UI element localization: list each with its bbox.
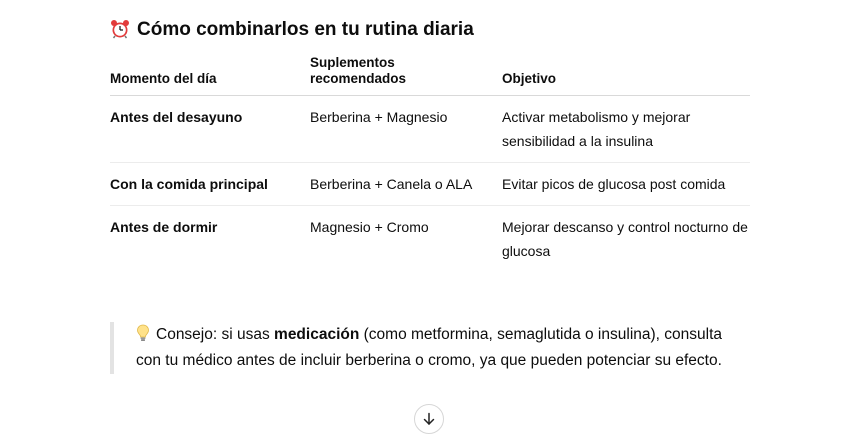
table-row [110, 96, 750, 163]
cell-moment: Antes de dormir [110, 219, 218, 235]
cell-objective: Evitar picos de glucosa post comida [502, 163, 750, 206]
header-objective: Objetivo [502, 55, 750, 96]
tip-callout [110, 322, 750, 374]
lightbulb-icon [136, 324, 150, 342]
tip-emphasis: medicación [274, 326, 360, 343]
cell-objective: Activar metabolismo y mejorar sensibilidad a la insulina [502, 96, 750, 163]
alarm-clock-icon [110, 19, 130, 39]
scroll-down-button[interactable] [414, 404, 444, 434]
arrow-down-icon [422, 412, 436, 426]
table-header-row [110, 55, 750, 96]
cell-supplements: Berberina + Canela o ALA [310, 163, 502, 206]
section-title-text: Cómo combinarlos en tu rutina diaria [137, 19, 474, 40]
routine-table [110, 55, 750, 272]
table-row [110, 206, 750, 273]
tip-prefix: Consejo: si usas [156, 326, 275, 343]
header-supplements: Suplementos recomendados [310, 55, 502, 96]
cell-objective: Mejorar descanso y control nocturno de glucosa [502, 219, 748, 259]
cell-moment: Con la comida principal [110, 163, 310, 206]
header-moment: Momento del día [110, 55, 310, 96]
cell-supplements: Berberina + Magnesio [310, 96, 502, 163]
cell-supplements: Magnesio + Cromo [310, 219, 429, 235]
section-title [110, 16, 474, 44]
table-row [110, 163, 750, 206]
tip-suffix: (como metformina, semaglutida o insulina), consulta con tu médico antes de incluir berberina o cromo, ya que pueden potenciar su efecto. [136, 326, 723, 369]
cell-moment: Antes del desayuno [110, 96, 310, 163]
